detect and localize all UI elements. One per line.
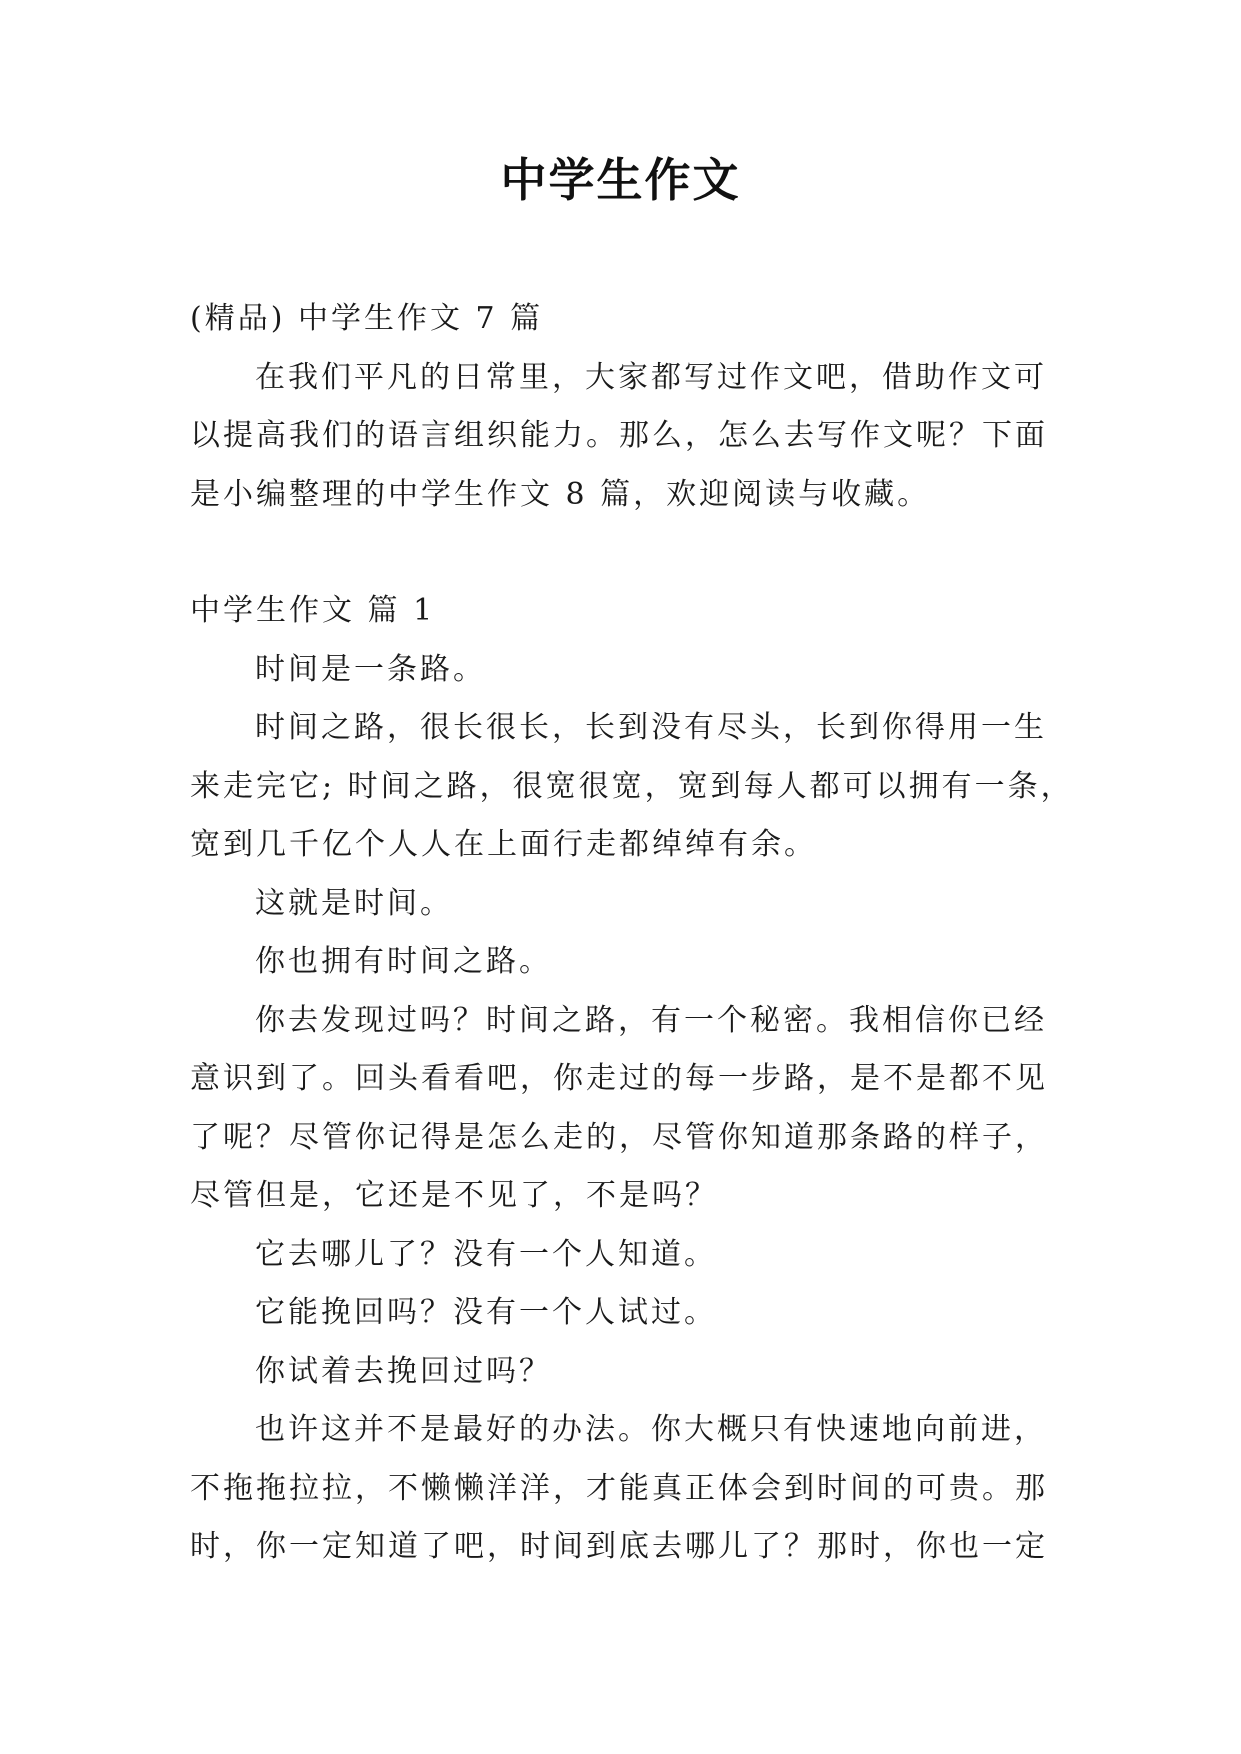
paragraph: 时间是一条路。 (255, 651, 486, 687)
paragraph-line: 你去发现过吗？时间之路，有一个秘密。我相信你已经 (255, 1002, 1047, 1038)
paragraph (190, 699, 1074, 875)
intro-paragraph (190, 349, 1055, 525)
paragraph-line: 了呢？尽管你记得是怎么走的，尽管你知道那条路的样子， (190, 1119, 1048, 1155)
paragraph: 它能挽回吗？没有一个人试过。 (255, 1295, 717, 1330)
intro-line: 以提高我们的语言组织能力。那么，怎么去写作文呢？下面 (190, 418, 1048, 453)
document-title: 中学生作文 (500, 153, 741, 207)
paragraph (190, 992, 1055, 1226)
document-body (190, 290, 1074, 1577)
paragraph: 这就是时间。 (255, 885, 453, 921)
paragraph: 你也拥有时间之路。 (255, 944, 552, 979)
paragraph (190, 1401, 1055, 1577)
paragraph-line: 尽管但是，它还是不见了，不是吗？ (190, 1178, 718, 1213)
intro-line: 是小编整理的中学生作文 8 篇，欢迎阅读与收藏。 (190, 476, 931, 512)
section-heading: 中学生作文 篇 1 (190, 593, 436, 628)
paragraph-line: 时间之路，很长很长，长到没有尽头，长到你得用一生 (255, 710, 1047, 745)
paragraph-line: 来走完它; 时间之路，很宽很宽，宽到每人都可以拥有一条， (190, 768, 1074, 804)
paragraph-line: 也许这并不是最好的办法。你大概只有快速地向前进， (255, 1412, 1047, 1447)
paragraph-line: 意识到了。回头看看吧，你走过的每一步路，是不是都不见 (190, 1061, 1048, 1096)
paragraph-line: 不拖拖拉拉，不懒懒洋洋，才能真正体会到时间的可贵。那 (190, 1470, 1048, 1506)
paragraph: 它去哪儿了？没有一个人知道。 (255, 1236, 717, 1272)
document-subtitle: (精品) 中学生作文 7 篇 (190, 301, 544, 336)
intro-line: 在我们平凡的日常里，大家都写过作文吧，借助作文可 (255, 359, 1047, 395)
paragraph: 你试着去挽回过吗？ (255, 1353, 552, 1389)
section-gap (190, 524, 1055, 582)
paragraph-line: 宽到几千亿个人人在上面行走都绰绰有余。 (190, 827, 817, 862)
paragraph-line: 时，你一定知道了吧，时间到底去哪儿了？那时，你也一定 (190, 1529, 1048, 1564)
